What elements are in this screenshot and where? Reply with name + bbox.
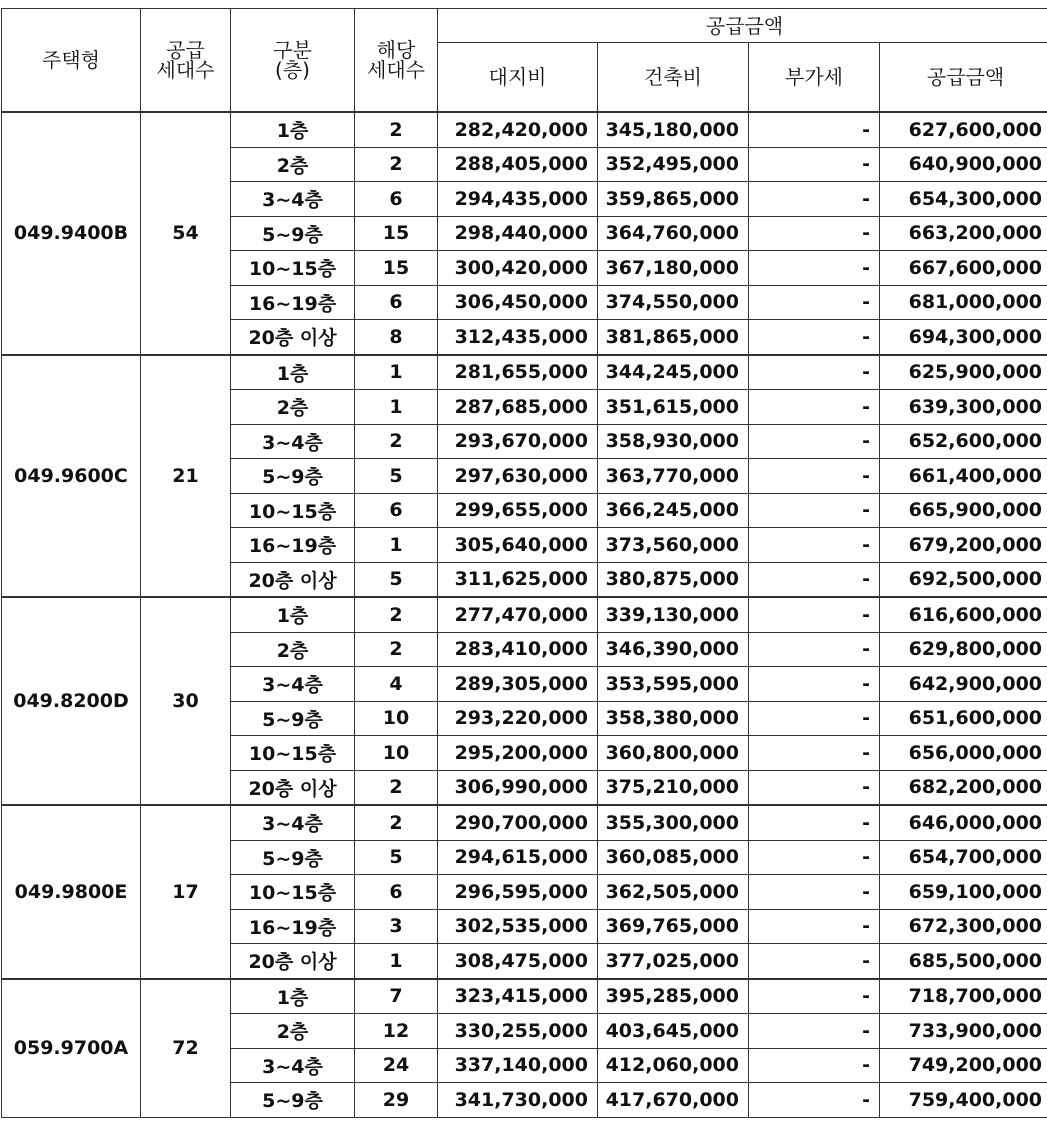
land-cost-cell: 294,435,000 bbox=[438, 182, 598, 217]
building-cost-cell: 360,800,000 bbox=[598, 736, 749, 771]
units-cell: 12 bbox=[355, 1014, 438, 1049]
table-row bbox=[2, 597, 1047, 632]
total-price-cell: 672,300,000 bbox=[880, 909, 1047, 944]
building-cost-cell: 380,875,000 bbox=[598, 562, 749, 597]
header-supply-units-line1: 공급 bbox=[166, 38, 205, 62]
header-housing-type: 주택형 bbox=[2, 9, 141, 113]
total-price-cell: 656,000,000 bbox=[880, 736, 1047, 771]
units-cell: 7 bbox=[355, 979, 438, 1014]
building-cost-cell: 346,390,000 bbox=[598, 632, 749, 667]
total-price-cell: 681,000,000 bbox=[880, 285, 1047, 320]
floor-cell: 16~19층 bbox=[231, 909, 355, 944]
total-price-cell: 685,500,000 bbox=[880, 944, 1047, 979]
land-cost-cell: 290,700,000 bbox=[438, 805, 598, 840]
units-cell: 2 bbox=[355, 597, 438, 632]
header-land-cost: 대지비 bbox=[438, 43, 598, 113]
units-cell: 6 bbox=[355, 875, 438, 910]
floor-cell: 3~4층 bbox=[231, 1048, 355, 1083]
land-cost-cell: 305,640,000 bbox=[438, 528, 598, 563]
total-price-cell: 759,400,000 bbox=[880, 1083, 1047, 1118]
vat-cell: - bbox=[749, 1083, 880, 1118]
land-cost-cell: 311,625,000 bbox=[438, 562, 598, 597]
total-price-cell: 679,200,000 bbox=[880, 528, 1047, 563]
floor-cell: 3~4층 bbox=[231, 182, 355, 217]
floor-cell: 5~9층 bbox=[231, 840, 355, 875]
total-price-cell: 625,900,000 bbox=[880, 355, 1047, 390]
units-cell: 4 bbox=[355, 667, 438, 702]
building-cost-cell: 375,210,000 bbox=[598, 770, 749, 805]
floor-cell: 3~4층 bbox=[231, 805, 355, 840]
land-cost-cell: 297,630,000 bbox=[438, 459, 598, 494]
land-cost-cell: 300,420,000 bbox=[438, 251, 598, 286]
vat-cell: - bbox=[749, 840, 880, 875]
building-cost-cell: 377,025,000 bbox=[598, 944, 749, 979]
total-price-cell: 654,300,000 bbox=[880, 182, 1047, 217]
total-price-cell: 682,200,000 bbox=[880, 770, 1047, 805]
vat-cell: - bbox=[749, 251, 880, 286]
table-row bbox=[2, 355, 1047, 390]
total-price-cell: 639,300,000 bbox=[880, 390, 1047, 425]
building-cost-cell: 362,505,000 bbox=[598, 875, 749, 910]
total-price-cell: 733,900,000 bbox=[880, 1014, 1047, 1049]
floor-cell: 2층 bbox=[231, 1014, 355, 1049]
vat-cell: - bbox=[749, 493, 880, 528]
vat-cell: - bbox=[749, 597, 880, 632]
units-cell: 5 bbox=[355, 459, 438, 494]
header-units-line2: 세대수 bbox=[367, 58, 425, 82]
floor-cell: 16~19층 bbox=[231, 528, 355, 563]
housing-type-cell: 049.8200D bbox=[2, 597, 141, 805]
header-floor-category bbox=[231, 9, 355, 113]
units-cell: 5 bbox=[355, 840, 438, 875]
building-cost-cell: 360,085,000 bbox=[598, 840, 749, 875]
table-header bbox=[2, 9, 1047, 113]
vat-cell: - bbox=[749, 216, 880, 251]
floor-cell: 3~4층 bbox=[231, 424, 355, 459]
building-cost-cell: 358,380,000 bbox=[598, 701, 749, 736]
building-cost-cell: 367,180,000 bbox=[598, 251, 749, 286]
land-cost-cell: 330,255,000 bbox=[438, 1014, 598, 1049]
units-cell: 6 bbox=[355, 182, 438, 217]
building-cost-cell: 358,930,000 bbox=[598, 424, 749, 459]
floor-cell: 1층 bbox=[231, 597, 355, 632]
units-cell: 2 bbox=[355, 147, 438, 182]
header-total-price: 공급금액 bbox=[880, 43, 1047, 113]
supply-units-cell: 54 bbox=[141, 112, 231, 355]
land-cost-cell: 287,685,000 bbox=[438, 390, 598, 425]
building-cost-cell: 364,760,000 bbox=[598, 216, 749, 251]
building-cost-cell: 363,770,000 bbox=[598, 459, 749, 494]
total-price-cell: 640,900,000 bbox=[880, 147, 1047, 182]
vat-cell: - bbox=[749, 459, 880, 494]
total-price-cell: 654,700,000 bbox=[880, 840, 1047, 875]
housing-type-cell: 049.9600C bbox=[2, 355, 141, 598]
units-cell: 15 bbox=[355, 251, 438, 286]
building-cost-cell: 366,245,000 bbox=[598, 493, 749, 528]
building-cost-cell: 373,560,000 bbox=[598, 528, 749, 563]
units-cell: 1 bbox=[355, 390, 438, 425]
vat-cell: - bbox=[749, 667, 880, 702]
vat-cell: - bbox=[749, 182, 880, 217]
vat-cell: - bbox=[749, 355, 880, 390]
floor-cell: 1층 bbox=[231, 112, 355, 147]
building-cost-cell: 352,495,000 bbox=[598, 147, 749, 182]
floor-cell: 1층 bbox=[231, 979, 355, 1014]
vat-cell: - bbox=[749, 909, 880, 944]
total-price-cell: 694,300,000 bbox=[880, 320, 1047, 355]
units-cell: 6 bbox=[355, 493, 438, 528]
housing-type-cell: 049.9400B bbox=[2, 112, 141, 355]
floor-cell: 2층 bbox=[231, 390, 355, 425]
units-cell: 3 bbox=[355, 909, 438, 944]
land-cost-cell: 308,475,000 bbox=[438, 944, 598, 979]
floor-cell: 10~15층 bbox=[231, 251, 355, 286]
housing-type-cell: 049.9800E bbox=[2, 805, 141, 979]
total-price-cell: 627,600,000 bbox=[880, 112, 1047, 147]
vat-cell: - bbox=[749, 562, 880, 597]
header-building-cost: 건축비 bbox=[598, 43, 749, 113]
total-price-cell: 659,100,000 bbox=[880, 875, 1047, 910]
total-price-cell: 629,800,000 bbox=[880, 632, 1047, 667]
total-price-cell: 749,200,000 bbox=[880, 1048, 1047, 1083]
total-price-cell: 665,900,000 bbox=[880, 493, 1047, 528]
units-cell: 10 bbox=[355, 701, 438, 736]
floor-cell: 10~15층 bbox=[231, 493, 355, 528]
land-cost-cell: 282,420,000 bbox=[438, 112, 598, 147]
vat-cell: - bbox=[749, 424, 880, 459]
header-vat: 부가세 bbox=[749, 43, 880, 113]
total-price-cell: 642,900,000 bbox=[880, 667, 1047, 702]
supply-units-cell: 30 bbox=[141, 597, 231, 805]
total-price-cell: 616,600,000 bbox=[880, 597, 1047, 632]
table-row bbox=[2, 979, 1047, 1014]
land-cost-cell: 306,450,000 bbox=[438, 285, 598, 320]
land-cost-cell: 312,435,000 bbox=[438, 320, 598, 355]
units-cell: 6 bbox=[355, 285, 438, 320]
land-cost-cell: 296,595,000 bbox=[438, 875, 598, 910]
land-cost-cell: 294,615,000 bbox=[438, 840, 598, 875]
total-price-cell: 661,400,000 bbox=[880, 459, 1047, 494]
units-cell: 2 bbox=[355, 805, 438, 840]
vat-cell: - bbox=[749, 1048, 880, 1083]
units-cell: 1 bbox=[355, 355, 438, 390]
vat-cell: - bbox=[749, 147, 880, 182]
vat-cell: - bbox=[749, 944, 880, 979]
vat-cell: - bbox=[749, 632, 880, 667]
land-cost-cell: 323,415,000 bbox=[438, 979, 598, 1014]
building-cost-cell: 344,245,000 bbox=[598, 355, 749, 390]
land-cost-cell: 302,535,000 bbox=[438, 909, 598, 944]
units-cell: 8 bbox=[355, 320, 438, 355]
building-cost-cell: 374,550,000 bbox=[598, 285, 749, 320]
vat-cell: - bbox=[749, 320, 880, 355]
units-cell: 2 bbox=[355, 770, 438, 805]
header-supply-units bbox=[141, 9, 231, 113]
supply-units-cell: 21 bbox=[141, 355, 231, 598]
floor-cell: 20층 이상 bbox=[231, 562, 355, 597]
units-cell: 2 bbox=[355, 632, 438, 667]
building-cost-cell: 395,285,000 bbox=[598, 979, 749, 1014]
vat-cell: - bbox=[749, 701, 880, 736]
building-cost-cell: 353,595,000 bbox=[598, 667, 749, 702]
table-row bbox=[2, 112, 1047, 147]
land-cost-cell: 293,220,000 bbox=[438, 701, 598, 736]
vat-cell: - bbox=[749, 390, 880, 425]
total-price-cell: 646,000,000 bbox=[880, 805, 1047, 840]
floor-cell: 2층 bbox=[231, 147, 355, 182]
land-cost-cell: 295,200,000 bbox=[438, 736, 598, 771]
building-cost-cell: 359,865,000 bbox=[598, 182, 749, 217]
total-price-cell: 663,200,000 bbox=[880, 216, 1047, 251]
floor-cell: 2층 bbox=[231, 632, 355, 667]
building-cost-cell: 412,060,000 bbox=[598, 1048, 749, 1083]
building-cost-cell: 417,670,000 bbox=[598, 1083, 749, 1118]
floor-cell: 3~4층 bbox=[231, 667, 355, 702]
vat-cell: - bbox=[749, 736, 880, 771]
table-body bbox=[2, 112, 1047, 1117]
land-cost-cell: 337,140,000 bbox=[438, 1048, 598, 1083]
units-cell: 5 bbox=[355, 562, 438, 597]
land-cost-cell: 277,470,000 bbox=[438, 597, 598, 632]
header-applicable-units bbox=[355, 9, 438, 113]
land-cost-cell: 289,305,000 bbox=[438, 667, 598, 702]
table-row bbox=[2, 805, 1047, 840]
building-cost-cell: 345,180,000 bbox=[598, 112, 749, 147]
floor-cell: 20층 이상 bbox=[231, 320, 355, 355]
vat-cell: - bbox=[749, 875, 880, 910]
building-cost-cell: 339,130,000 bbox=[598, 597, 749, 632]
floor-cell: 10~15층 bbox=[231, 736, 355, 771]
units-cell: 29 bbox=[355, 1083, 438, 1118]
vat-cell: - bbox=[749, 285, 880, 320]
units-cell: 24 bbox=[355, 1048, 438, 1083]
building-cost-cell: 369,765,000 bbox=[598, 909, 749, 944]
floor-cell: 5~9층 bbox=[231, 459, 355, 494]
floor-cell: 1층 bbox=[231, 355, 355, 390]
land-cost-cell: 283,410,000 bbox=[438, 632, 598, 667]
header-units-line1: 해당 bbox=[376, 38, 416, 62]
floor-cell: 20층 이상 bbox=[231, 944, 355, 979]
units-cell: 1 bbox=[355, 944, 438, 979]
floor-cell: 10~15층 bbox=[231, 875, 355, 910]
units-cell: 15 bbox=[355, 216, 438, 251]
land-cost-cell: 281,655,000 bbox=[438, 355, 598, 390]
total-price-cell: 652,600,000 bbox=[880, 424, 1047, 459]
units-cell: 2 bbox=[355, 424, 438, 459]
land-cost-cell: 298,440,000 bbox=[438, 216, 598, 251]
land-cost-cell: 293,670,000 bbox=[438, 424, 598, 459]
housing-type-cell: 059.9700A bbox=[2, 979, 141, 1118]
vat-cell: - bbox=[749, 979, 880, 1014]
floor-cell: 5~9층 bbox=[231, 1083, 355, 1118]
vat-cell: - bbox=[749, 1014, 880, 1049]
vat-cell: - bbox=[749, 805, 880, 840]
vat-cell: - bbox=[749, 770, 880, 805]
supply-units-cell: 17 bbox=[141, 805, 231, 979]
building-cost-cell: 351,615,000 bbox=[598, 390, 749, 425]
total-price-cell: 667,600,000 bbox=[880, 251, 1047, 286]
total-price-cell: 651,600,000 bbox=[880, 701, 1047, 736]
header-supply-units-line2: 세대수 bbox=[156, 58, 215, 82]
floor-cell: 5~9층 bbox=[231, 701, 355, 736]
floor-cell: 5~9층 bbox=[231, 216, 355, 251]
supply-price-table bbox=[1, 8, 1047, 1118]
building-cost-cell: 355,300,000 bbox=[598, 805, 749, 840]
vat-cell: - bbox=[749, 112, 880, 147]
floor-cell: 16~19층 bbox=[231, 285, 355, 320]
floor-cell: 20층 이상 bbox=[231, 770, 355, 805]
land-cost-cell: 288,405,000 bbox=[438, 147, 598, 182]
supply-units-cell: 72 bbox=[141, 979, 231, 1118]
land-cost-cell: 299,655,000 bbox=[438, 493, 598, 528]
land-cost-cell: 306,990,000 bbox=[438, 770, 598, 805]
building-cost-cell: 403,645,000 bbox=[598, 1014, 749, 1049]
header-floor-line1: 구분 bbox=[273, 38, 312, 62]
total-price-cell: 692,500,000 bbox=[880, 562, 1047, 597]
units-cell: 10 bbox=[355, 736, 438, 771]
units-cell: 2 bbox=[355, 112, 438, 147]
units-cell: 1 bbox=[355, 528, 438, 563]
vat-cell: - bbox=[749, 528, 880, 563]
land-cost-cell: 341,730,000 bbox=[438, 1083, 598, 1118]
total-price-cell: 718,700,000 bbox=[880, 979, 1047, 1014]
header-floor-line2: (층) bbox=[275, 58, 310, 82]
building-cost-cell: 381,865,000 bbox=[598, 320, 749, 355]
header-supply-price-group: 공급금액 bbox=[438, 9, 1047, 43]
